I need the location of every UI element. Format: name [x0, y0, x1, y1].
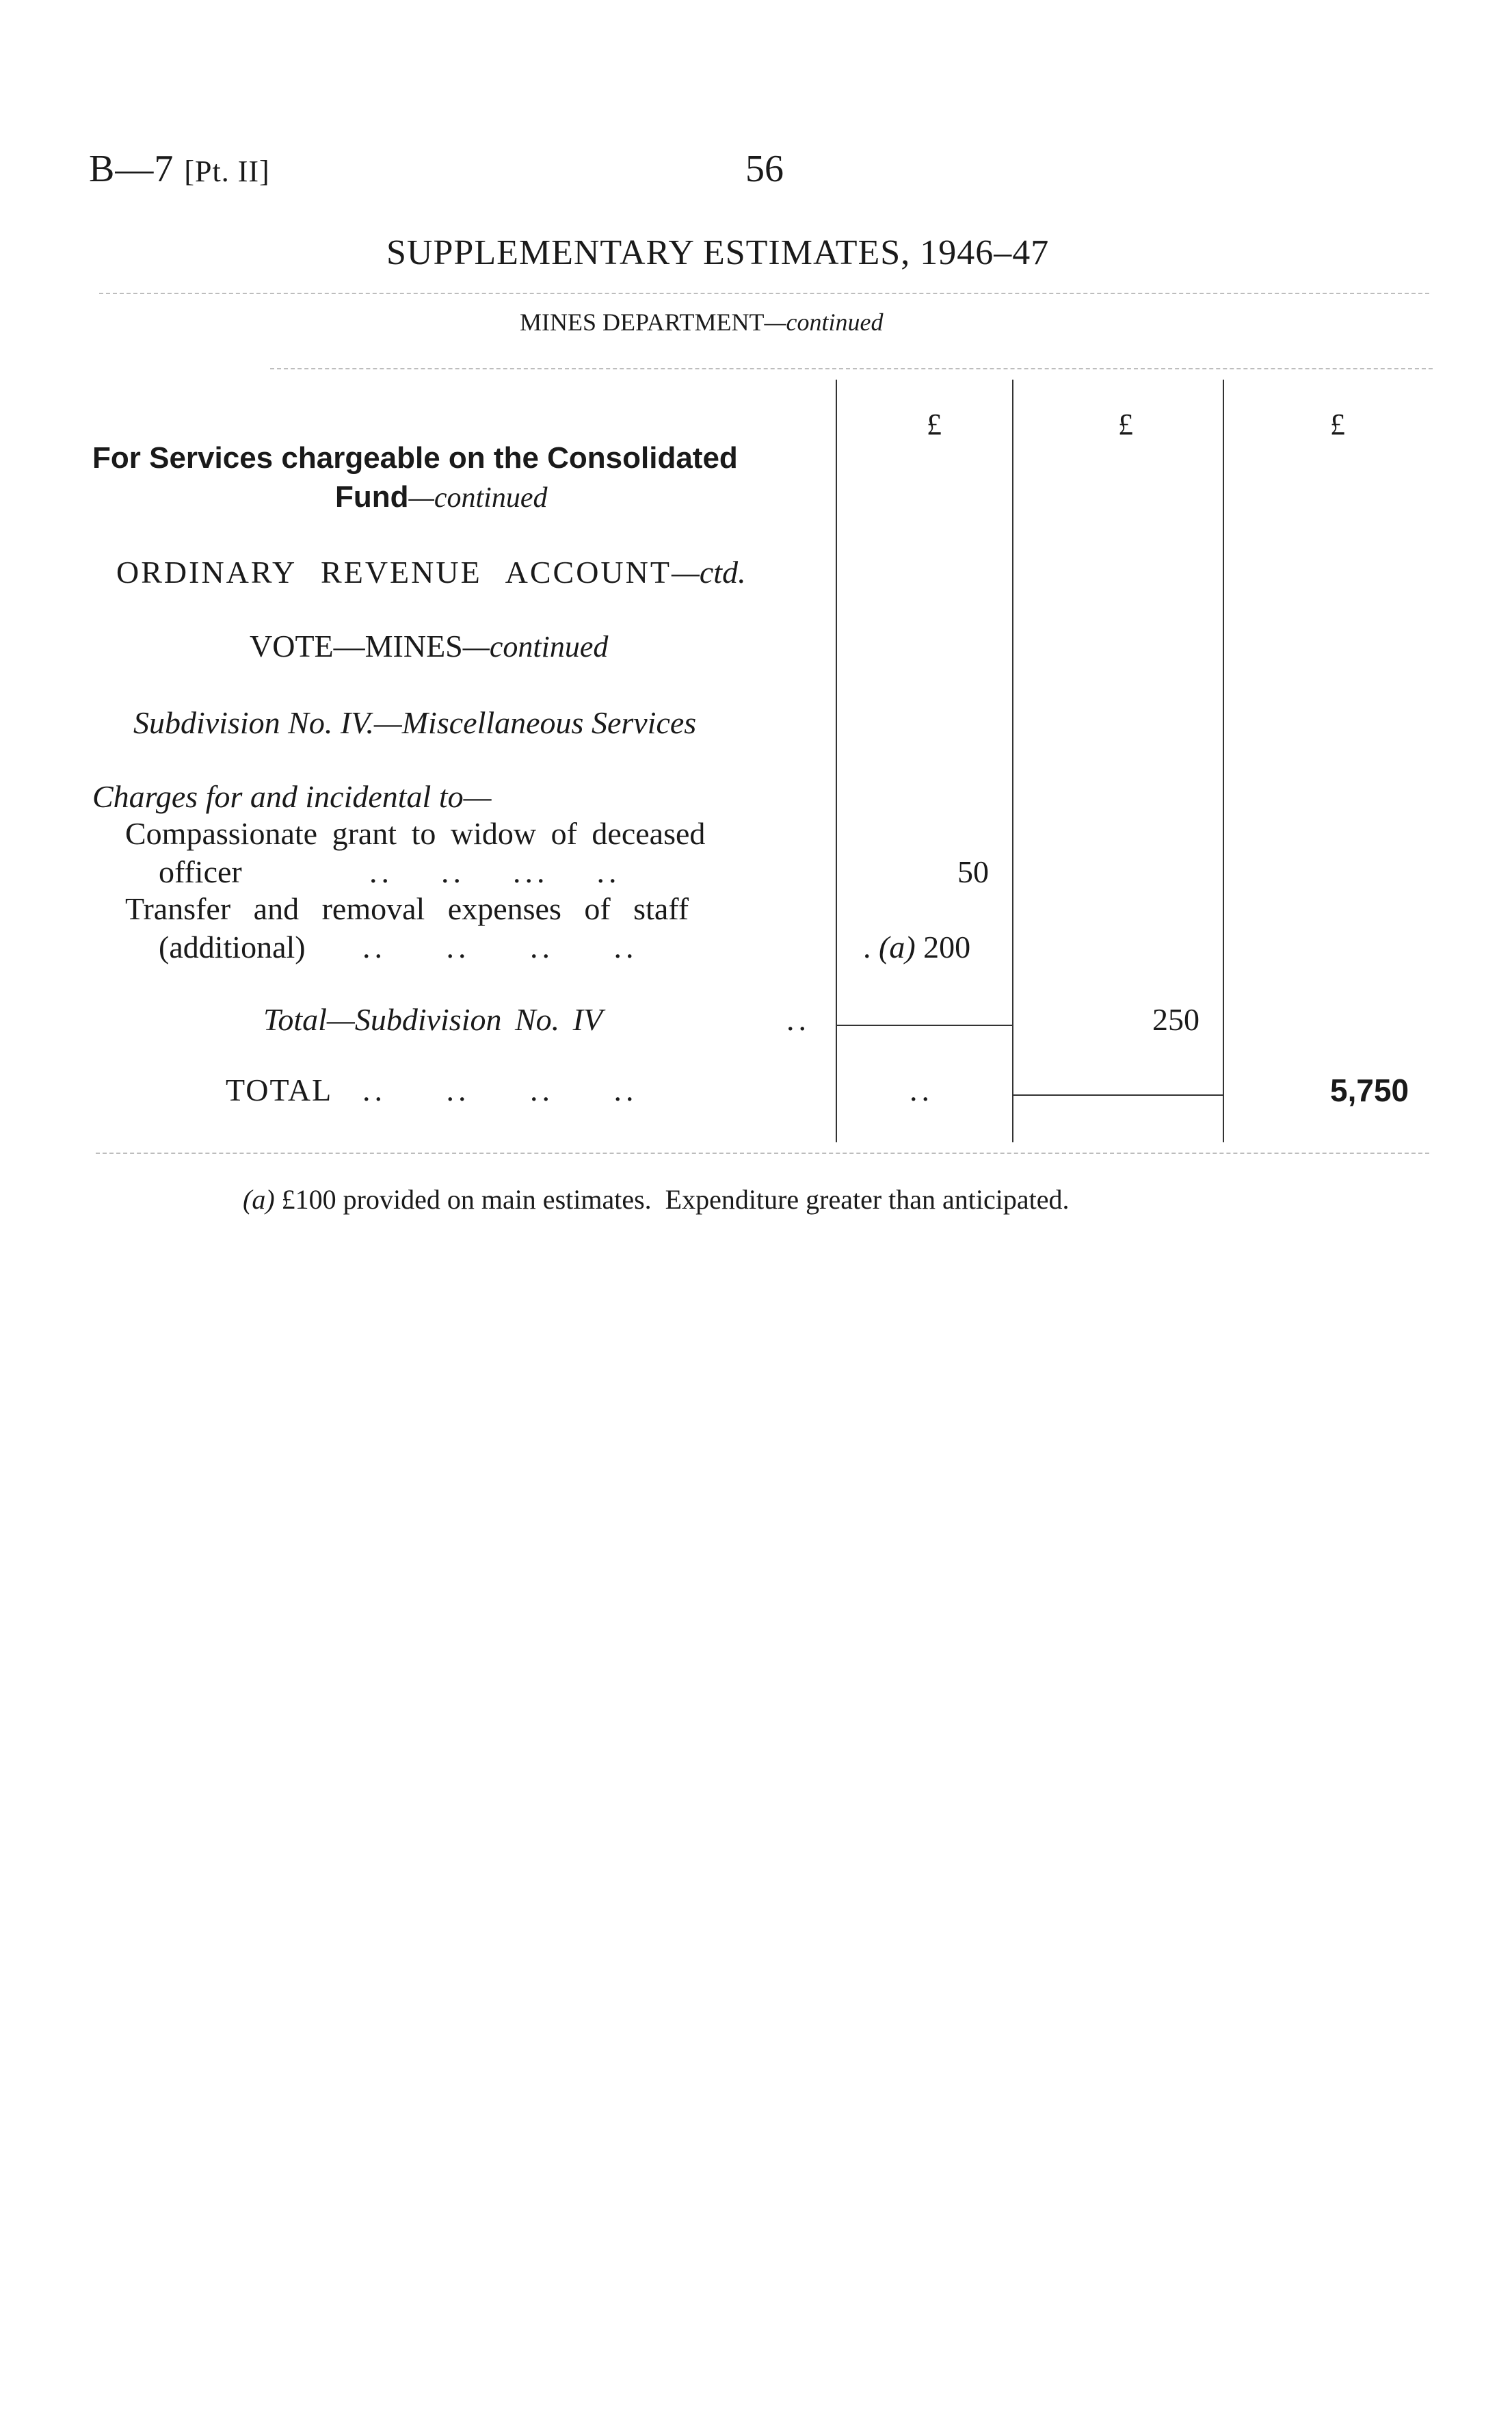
- total-col1-leaders: ..: [910, 1073, 933, 1107]
- total-rule: [1013, 1094, 1223, 1096]
- charges-heading: Charges for and incidental to—: [92, 779, 492, 814]
- total-amount: 5,750: [1330, 1073, 1409, 1108]
- column-divider-2: [1012, 380, 1013, 1142]
- vote-heading: [250, 628, 608, 664]
- item-2-leaders: .. .. .. ..: [362, 930, 638, 964]
- section-heading-fund: Fund: [335, 480, 409, 514]
- subtitle-suffix: —continued: [764, 308, 884, 336]
- currency-header-3: £: [1330, 408, 1345, 441]
- item-1-amount: 50: [957, 854, 989, 889]
- table-top-rule: [270, 368, 1433, 369]
- subtotal-leaders: ..: [786, 1002, 810, 1037]
- item-1-line2: officer: [159, 854, 242, 889]
- footnote-text: £100 provided on main estimates. Expenditure greater than anticipated.: [281, 1184, 1070, 1215]
- subtotal-label: Total—Subdivision No. IV: [263, 1002, 603, 1037]
- account-heading-main: ORDINARY REVENUE ACCOUNT: [116, 555, 672, 590]
- account-heading: [116, 554, 746, 590]
- page-title: SUPPLEMENTARY ESTIMATES, 1946–47: [386, 233, 1050, 272]
- document-ref-part: [Pt. II]: [184, 155, 270, 188]
- item-2-amount: 200: [923, 930, 971, 964]
- footnote-marker: (a): [243, 1184, 275, 1215]
- total-label: TOTAL: [226, 1073, 333, 1107]
- column-divider-3: [1223, 380, 1224, 1142]
- subtitle-main: MINES DEPARTMENT: [520, 308, 765, 336]
- section-heading-line1: For Services chargeable on the Consolidated: [92, 441, 738, 475]
- subtotal-rule: [837, 1025, 1012, 1026]
- vote-heading-main: VOTE—MINES: [250, 629, 463, 663]
- item-1-line1: Compassionate grant to widow of deceased: [125, 816, 706, 851]
- item-2-line1: Transfer and removal expenses of staff: [125, 891, 689, 926]
- footnote: [243, 1183, 1070, 1215]
- document-reference: [89, 147, 270, 191]
- column-divider-1: [836, 380, 837, 1142]
- item-2-line2: (additional): [159, 930, 306, 964]
- item-1-leaders: .. .. ... ..: [369, 854, 621, 889]
- currency-header-2: £: [1118, 408, 1133, 441]
- currency-header-1: £: [927, 408, 942, 441]
- subtotal-amount: 250: [1152, 1002, 1199, 1037]
- subdivision-heading: Subdivision No. IV.—Miscellaneous Services: [133, 705, 697, 740]
- section-heading-line2: [335, 480, 547, 514]
- section-heading-continued: —continued: [408, 482, 548, 514]
- document-ref-prefix: B—7: [89, 148, 174, 190]
- title-rule: [99, 293, 1429, 294]
- item-2-footnote-marker: (a): [879, 930, 916, 964]
- item-2-amount-cell: . (a) 200: [863, 930, 971, 964]
- total-leaders: .. .. .. ..: [362, 1073, 638, 1107]
- page-number: 56: [745, 148, 784, 190]
- vote-heading-suffix: —continued: [462, 630, 609, 663]
- account-heading-suffix: —ctd.: [671, 555, 746, 590]
- table-bottom-rule: [96, 1153, 1429, 1154]
- page-subtitle: [520, 308, 884, 337]
